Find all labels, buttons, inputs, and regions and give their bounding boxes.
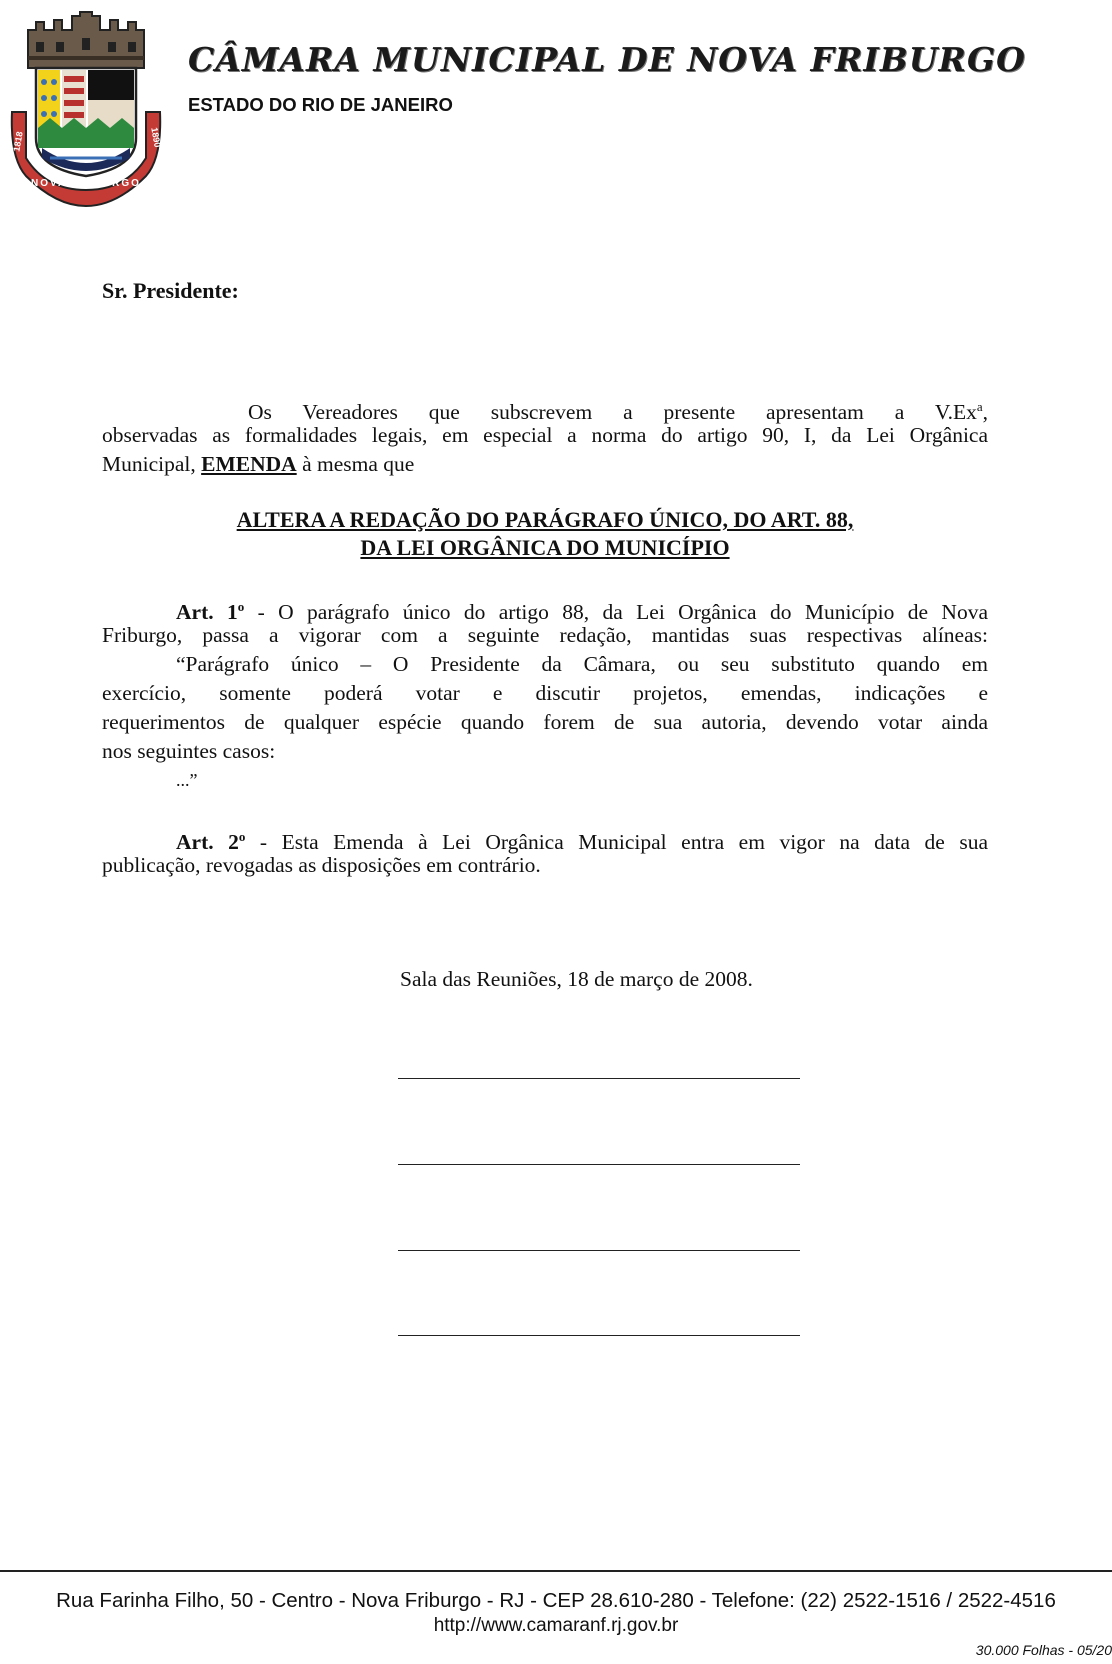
intro-line-1-comma: , xyxy=(982,400,988,425)
footer-url: http://www.camaranf.rj.gov.br xyxy=(433,1615,679,1636)
intro-line-3-start: Municipal, xyxy=(102,452,202,476)
footer-address: Rua Farinha Filho, 50 - Centro - Nova Friburgo - RJ - CEP 28.610-280 - Telefone: (22) 2522-1516 / 2522-4516 xyxy=(56,1589,1056,1612)
intro-line-3-end: à mesma que xyxy=(296,452,415,476)
article-1-line-6: nos seguintes casos: xyxy=(102,739,276,763)
article-2-label: Art. 2$^o$ xyxy=(176,829,246,855)
print-run-note: 30.000 Folhas - 05/20 xyxy=(975,1642,1112,1658)
article-1-ellipsis: ...” xyxy=(176,770,198,790)
emenda-emphasis: EMENDA xyxy=(201,452,297,476)
article-1-line-2: Friburgo, passa a vigorar com a seguinte redação, mantidas suas respectivas alíneas: xyxy=(102,623,988,647)
intro-line-2: observadas as formalidades legais, em especial a norma do artigo 90, I, da Lei Orgânica xyxy=(102,423,988,447)
place-date: Sala das Reuniões, 18 de março de 2008. xyxy=(400,967,753,991)
heading-line-2: DA LEI ORGÂNICA DO MUNICÍPIO xyxy=(360,535,730,560)
shield-icon xyxy=(36,68,136,176)
intro-line-3 xyxy=(102,450,988,479)
signature-line xyxy=(398,1078,800,1079)
article-1-line-5: requerimentos de qualquer espécie quando forem de sua autoria, devendo votar ainda xyxy=(102,710,988,734)
heading-line-1: ALTERA A REDAÇÃO DO PARÁGRAFO ÚNICO, DO ART. 88, xyxy=(236,507,854,532)
amendment-heading xyxy=(102,506,988,562)
intro-superscript: a xyxy=(976,399,983,414)
signature-line xyxy=(398,1250,800,1251)
article-2-line-2: publicação, revogadas as disposições em contrário. xyxy=(102,853,541,877)
state-subtitle: ESTADO DO RIO DE JANEIRO xyxy=(188,94,453,115)
mural-crown-icon xyxy=(28,12,144,68)
article-1-label: Art. 1$^o$ xyxy=(176,599,245,625)
article-1-line-4: exercício, somente poderá votar e discutir projetos, emendas, indicações e xyxy=(102,681,988,705)
article-1-line-1-text: - O parágrafo único do artigo 88, da Lei Orgânica do Município de Nova xyxy=(244,600,988,625)
ribbon-year-right: 1890 xyxy=(149,126,163,149)
coat-of-arms-logo xyxy=(6,8,166,208)
intro-line-1-text: Os Vereadores que subscrevem a presente apresentam a V.Ex xyxy=(248,400,977,425)
organization-title: CÂMARA MUNICIPAL DE NOVA FRIBURGO xyxy=(188,40,1026,79)
signature-line xyxy=(398,1335,800,1336)
ribbon-text: NOVA FRIBURGO xyxy=(31,178,141,189)
ribbon-year-left: 1818 xyxy=(11,130,25,153)
article-1-line-3: “Parágrafo único – O Presidente da Câmara, ou seu substituto quando em xyxy=(176,652,988,676)
article-2-line-1-text: - Esta Emenda à Lei Orgânica Municipal entra em vigor na data de sua xyxy=(245,830,988,855)
footer-divider xyxy=(0,1570,1112,1572)
salutation: Sr. Presidente: xyxy=(102,278,239,303)
signature-line xyxy=(398,1164,800,1165)
